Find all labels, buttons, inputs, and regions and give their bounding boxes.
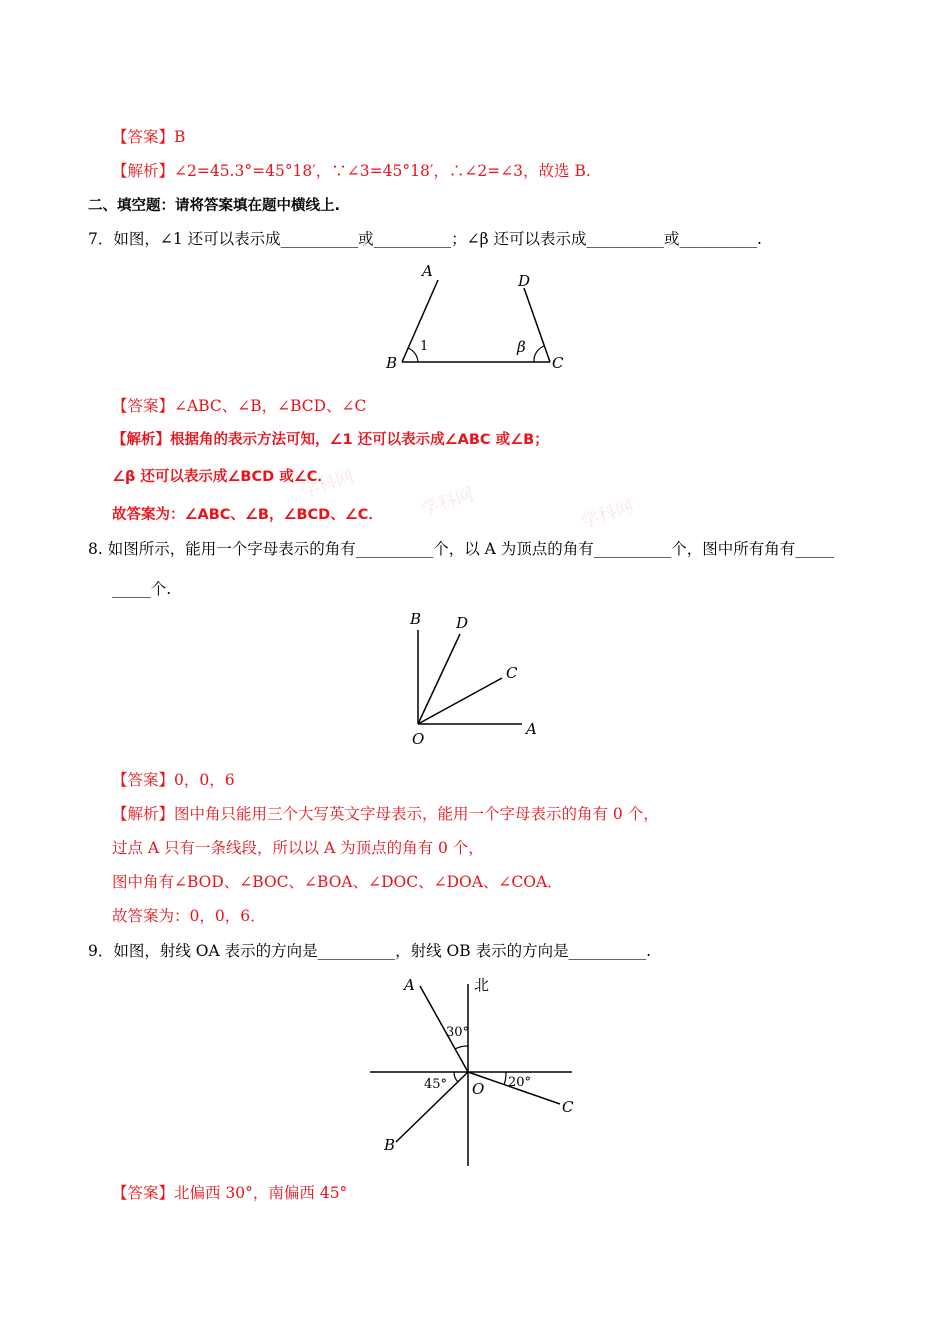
q7-answer: 【答案】∠ABC、∠B，∠BCD、∠C: [112, 397, 367, 415]
q8-label-o: O: [412, 730, 425, 748]
q8-label-d: D: [456, 614, 469, 632]
q6-analysis: 【解析】∠2=45.3°=45°18′，∵∠3=45°18′，∴∠2=∠3，故选 B.: [112, 162, 591, 180]
q7-figure: [380, 258, 580, 378]
q7-label-b: B: [386, 354, 398, 372]
q9-label-a: A: [404, 976, 415, 994]
watermark-1: 学科网: [298, 466, 357, 503]
q9-figure: [368, 970, 578, 1170]
q9-label-o: O: [472, 1080, 485, 1098]
q7-analysis-1: 【解析】根据角的表示方法可知，∠1 还可以表示成∠ABC 或∠B；: [112, 432, 549, 448]
q8-label-b: B: [410, 610, 422, 628]
q7-label-c: C: [552, 354, 564, 372]
q8-analysis-2: 过点 A 只有一条线段，所以以 A 为顶点的角有 0 个，: [112, 839, 484, 857]
q8-ray-od: [418, 634, 460, 724]
q9-question: 9．如图，射线 OA 表示的方向是__________，射线 OB 表示的方向是__________.: [88, 942, 651, 960]
q8-analysis-1: 【解析】图中角只能用三个大写英文字母表示，能用一个字母表示的角有 0 个，: [112, 805, 659, 823]
q9-label-north: 北: [474, 976, 490, 994]
q8-question-line-1: 8. 如图所示，能用一个字母表示的角有__________个，以 A 为顶点的角有__________个，图中所有角有_____: [88, 540, 835, 558]
q8-answer: 【答案】0，0，6: [112, 771, 235, 789]
q8-figure: [400, 606, 560, 751]
q9-label-20: 20°: [508, 1075, 532, 1090]
watermark-3: 学科网: [578, 496, 637, 533]
q9-label-b: B: [384, 1136, 396, 1154]
section-title: 二、填空题：请将答案填在题中横线上.: [88, 198, 341, 214]
q7-arc-1: [408, 348, 418, 362]
q7-label-a: A: [422, 262, 433, 280]
q8-label-a: A: [526, 720, 537, 738]
q7-analysis-2: ∠β 还可以表示成∠BCD 或∠C．: [112, 469, 332, 485]
q7-analysis-3: 故答案为：∠ABC、∠B，∠BCD、∠C．: [112, 507, 383, 523]
q8-label-c: C: [506, 664, 518, 682]
q7-label-1: 1: [420, 339, 429, 354]
q9-arc-30: [455, 1046, 468, 1049]
watermark-2: 学科网: [418, 484, 477, 521]
q9-label-30: 30°: [446, 1025, 470, 1040]
q7-label-beta: β: [517, 338, 526, 356]
q9-label-45: 45°: [424, 1077, 448, 1092]
q9-arc-45: [454, 1072, 458, 1082]
q7-question: 7．如图，∠1 还可以表示成__________或__________；∠β 还可以表示成__________或__________.: [88, 230, 762, 248]
q6-answer: 【答案】B: [112, 128, 186, 146]
q9-arc-20: [504, 1072, 506, 1085]
q7-label-d: D: [518, 272, 531, 290]
q8-analysis-3: 图中角有∠BOD、∠BOC、∠BOA、∠DOC、∠DOA、∠COA．: [112, 873, 563, 891]
q7-arc-beta: [534, 346, 544, 362]
q9-answer: 【答案】北偏西 30°，南偏西 45°: [112, 1184, 348, 1202]
q8-question-line-2: _____个.: [112, 580, 172, 598]
q8-analysis-4: 故答案为：0，0，6．: [112, 907, 266, 925]
q9-label-c: C: [562, 1098, 574, 1116]
q8-ray-oc: [418, 678, 502, 724]
